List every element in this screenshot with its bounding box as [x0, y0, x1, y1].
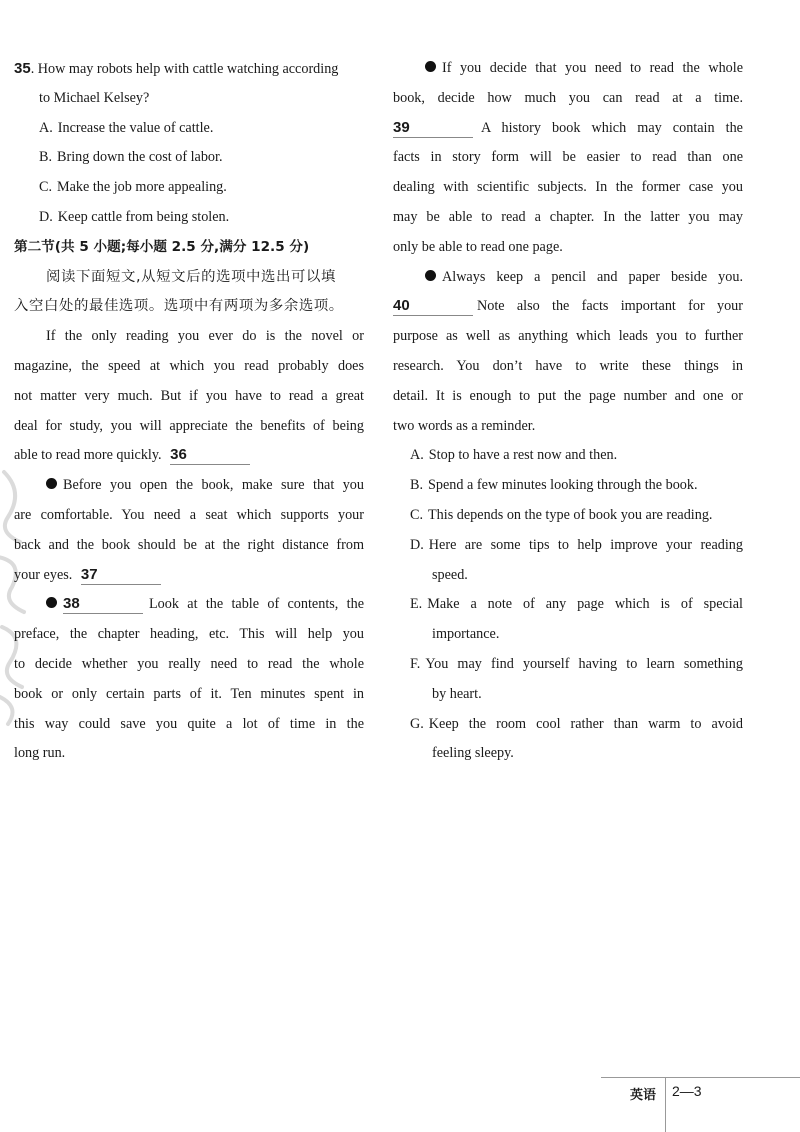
- bullet-icon: [425, 270, 436, 281]
- bullet-icon: [46, 597, 57, 608]
- instructions-line1: 阅读下面短文,从短文后的选项中选出可以填: [46, 268, 336, 285]
- paragraph-line: Always keep a pencil and paper beside you.: [393, 263, 743, 293]
- answer-option-b[interactable]: B. Spend a few minutes looking through the book.: [410, 477, 698, 494]
- answer-option-e[interactable]: E. Make a note of any page which is of special: [410, 596, 743, 613]
- paragraph-line: facts in story form will be easier to read than one: [393, 149, 743, 166]
- right-column: [393, 54, 743, 769]
- option-b[interactable]: B. Bring down the cost of labor.: [39, 149, 223, 166]
- answer-option-d[interactable]: D. Here are some tips to help improve your reading: [410, 536, 743, 553]
- paragraph-line: 38 Look at the table of contents, the: [14, 590, 364, 620]
- bullet-icon: [425, 61, 436, 72]
- paragraph-line: back and the book should be at the right distance from: [14, 536, 364, 553]
- paragraph-line: are comfortable. You need a seat which supports your: [14, 506, 364, 523]
- paragraph-line: detail. It is enough to put the page number and one or: [393, 387, 743, 404]
- answer-option-f[interactable]: F. You may find yourself having to learn something: [410, 655, 743, 672]
- question-35-stem: 35. How may robots help with cattle watching according: [14, 60, 339, 77]
- paragraph-line: If you decide that you need to read the whole: [393, 54, 743, 84]
- paragraph-line: two words as a reminder.: [393, 417, 536, 434]
- section-title: 第二节(共 5 小题;每小题 2.5 分,满分 12.5 分): [14, 238, 310, 255]
- paragraph-line: 39 A history book which may contain the: [393, 118, 743, 136]
- left-column: [14, 54, 364, 769]
- paragraph-line: magazine, the speed at which you read probably does: [14, 357, 364, 374]
- answer-option-c[interactable]: C. This depends on the type of book you are reading.: [410, 506, 713, 523]
- paragraph-line: this way could save you quite a lot of time in the: [14, 715, 364, 732]
- blank-38[interactable]: 38: [63, 595, 143, 614]
- answer-option-e-cont: importance.: [432, 626, 500, 643]
- paragraph-line: may be able to read a chapter. In the latter you may: [393, 208, 743, 225]
- answer-option-g[interactable]: G. Keep the room cool rather than warm to avoid: [410, 715, 743, 732]
- paragraph-line: dealing with scientific subjects. In the former case you: [393, 179, 743, 196]
- blank-39[interactable]: 39: [393, 119, 473, 138]
- answer-option-a[interactable]: A. Stop to have a rest now and then.: [410, 447, 618, 464]
- paragraph-line: able to read more quickly. 36: [14, 441, 364, 471]
- paragraph-line: If the only reading you ever do is the novel or: [46, 328, 364, 345]
- option-c[interactable]: C. Make the job more appealing.: [39, 179, 227, 196]
- bullet-icon: [46, 478, 57, 489]
- paragraph-line: preface, the chapter heading, etc. This will help you: [14, 626, 364, 643]
- paragraph-line: deal for study, you will appreciate the benefits of being: [14, 417, 364, 434]
- question-35-stem-cont: to Michael Kelsey?: [39, 89, 150, 106]
- blank-37[interactable]: 37: [81, 566, 161, 585]
- option-a[interactable]: A. Increase the value of cattle.: [39, 119, 214, 136]
- paragraph-line: long run.: [14, 745, 66, 762]
- paragraph-line: research. You don’t have to write these things in: [393, 357, 743, 374]
- footer-subject: 英语: [630, 1088, 657, 1103]
- paragraph-line: your eyes. 37: [14, 561, 364, 591]
- paragraph-line: book, decide how much you can read at a time.: [393, 89, 743, 106]
- blank-40[interactable]: 40: [393, 297, 473, 316]
- instructions-line2: 入空白处的最佳选项。选项中有两项为多余选项。: [14, 298, 344, 315]
- blank-36[interactable]: 36: [170, 446, 250, 465]
- answer-option-f-cont: by heart.: [432, 685, 482, 702]
- paragraph-line: not matter very much. But if you have to read a great: [14, 387, 364, 404]
- paragraph-line: to decide whether you really need to read the whole: [14, 655, 364, 672]
- paragraph-line: 40 Note also the facts important for your: [393, 297, 743, 315]
- paragraph-line: purpose as well as anything which leads you to further: [393, 328, 743, 345]
- paragraph-line: Before you open the book, make sure that you: [14, 471, 364, 501]
- question-number: 35: [14, 60, 31, 77]
- page-number: 2—3: [672, 1083, 702, 1099]
- footer-rule: [601, 1077, 800, 1078]
- answer-option-g-cont: feeling sleepy.: [432, 745, 514, 762]
- footer-divider: [665, 1077, 666, 1132]
- paragraph-line: only be able to read one page.: [393, 238, 563, 255]
- paragraph-line: book or only certain parts of it. Ten minutes spent in: [14, 685, 364, 702]
- option-d[interactable]: D. Keep cattle from being stolen.: [39, 208, 230, 225]
- answer-option-d-cont: speed.: [432, 566, 468, 583]
